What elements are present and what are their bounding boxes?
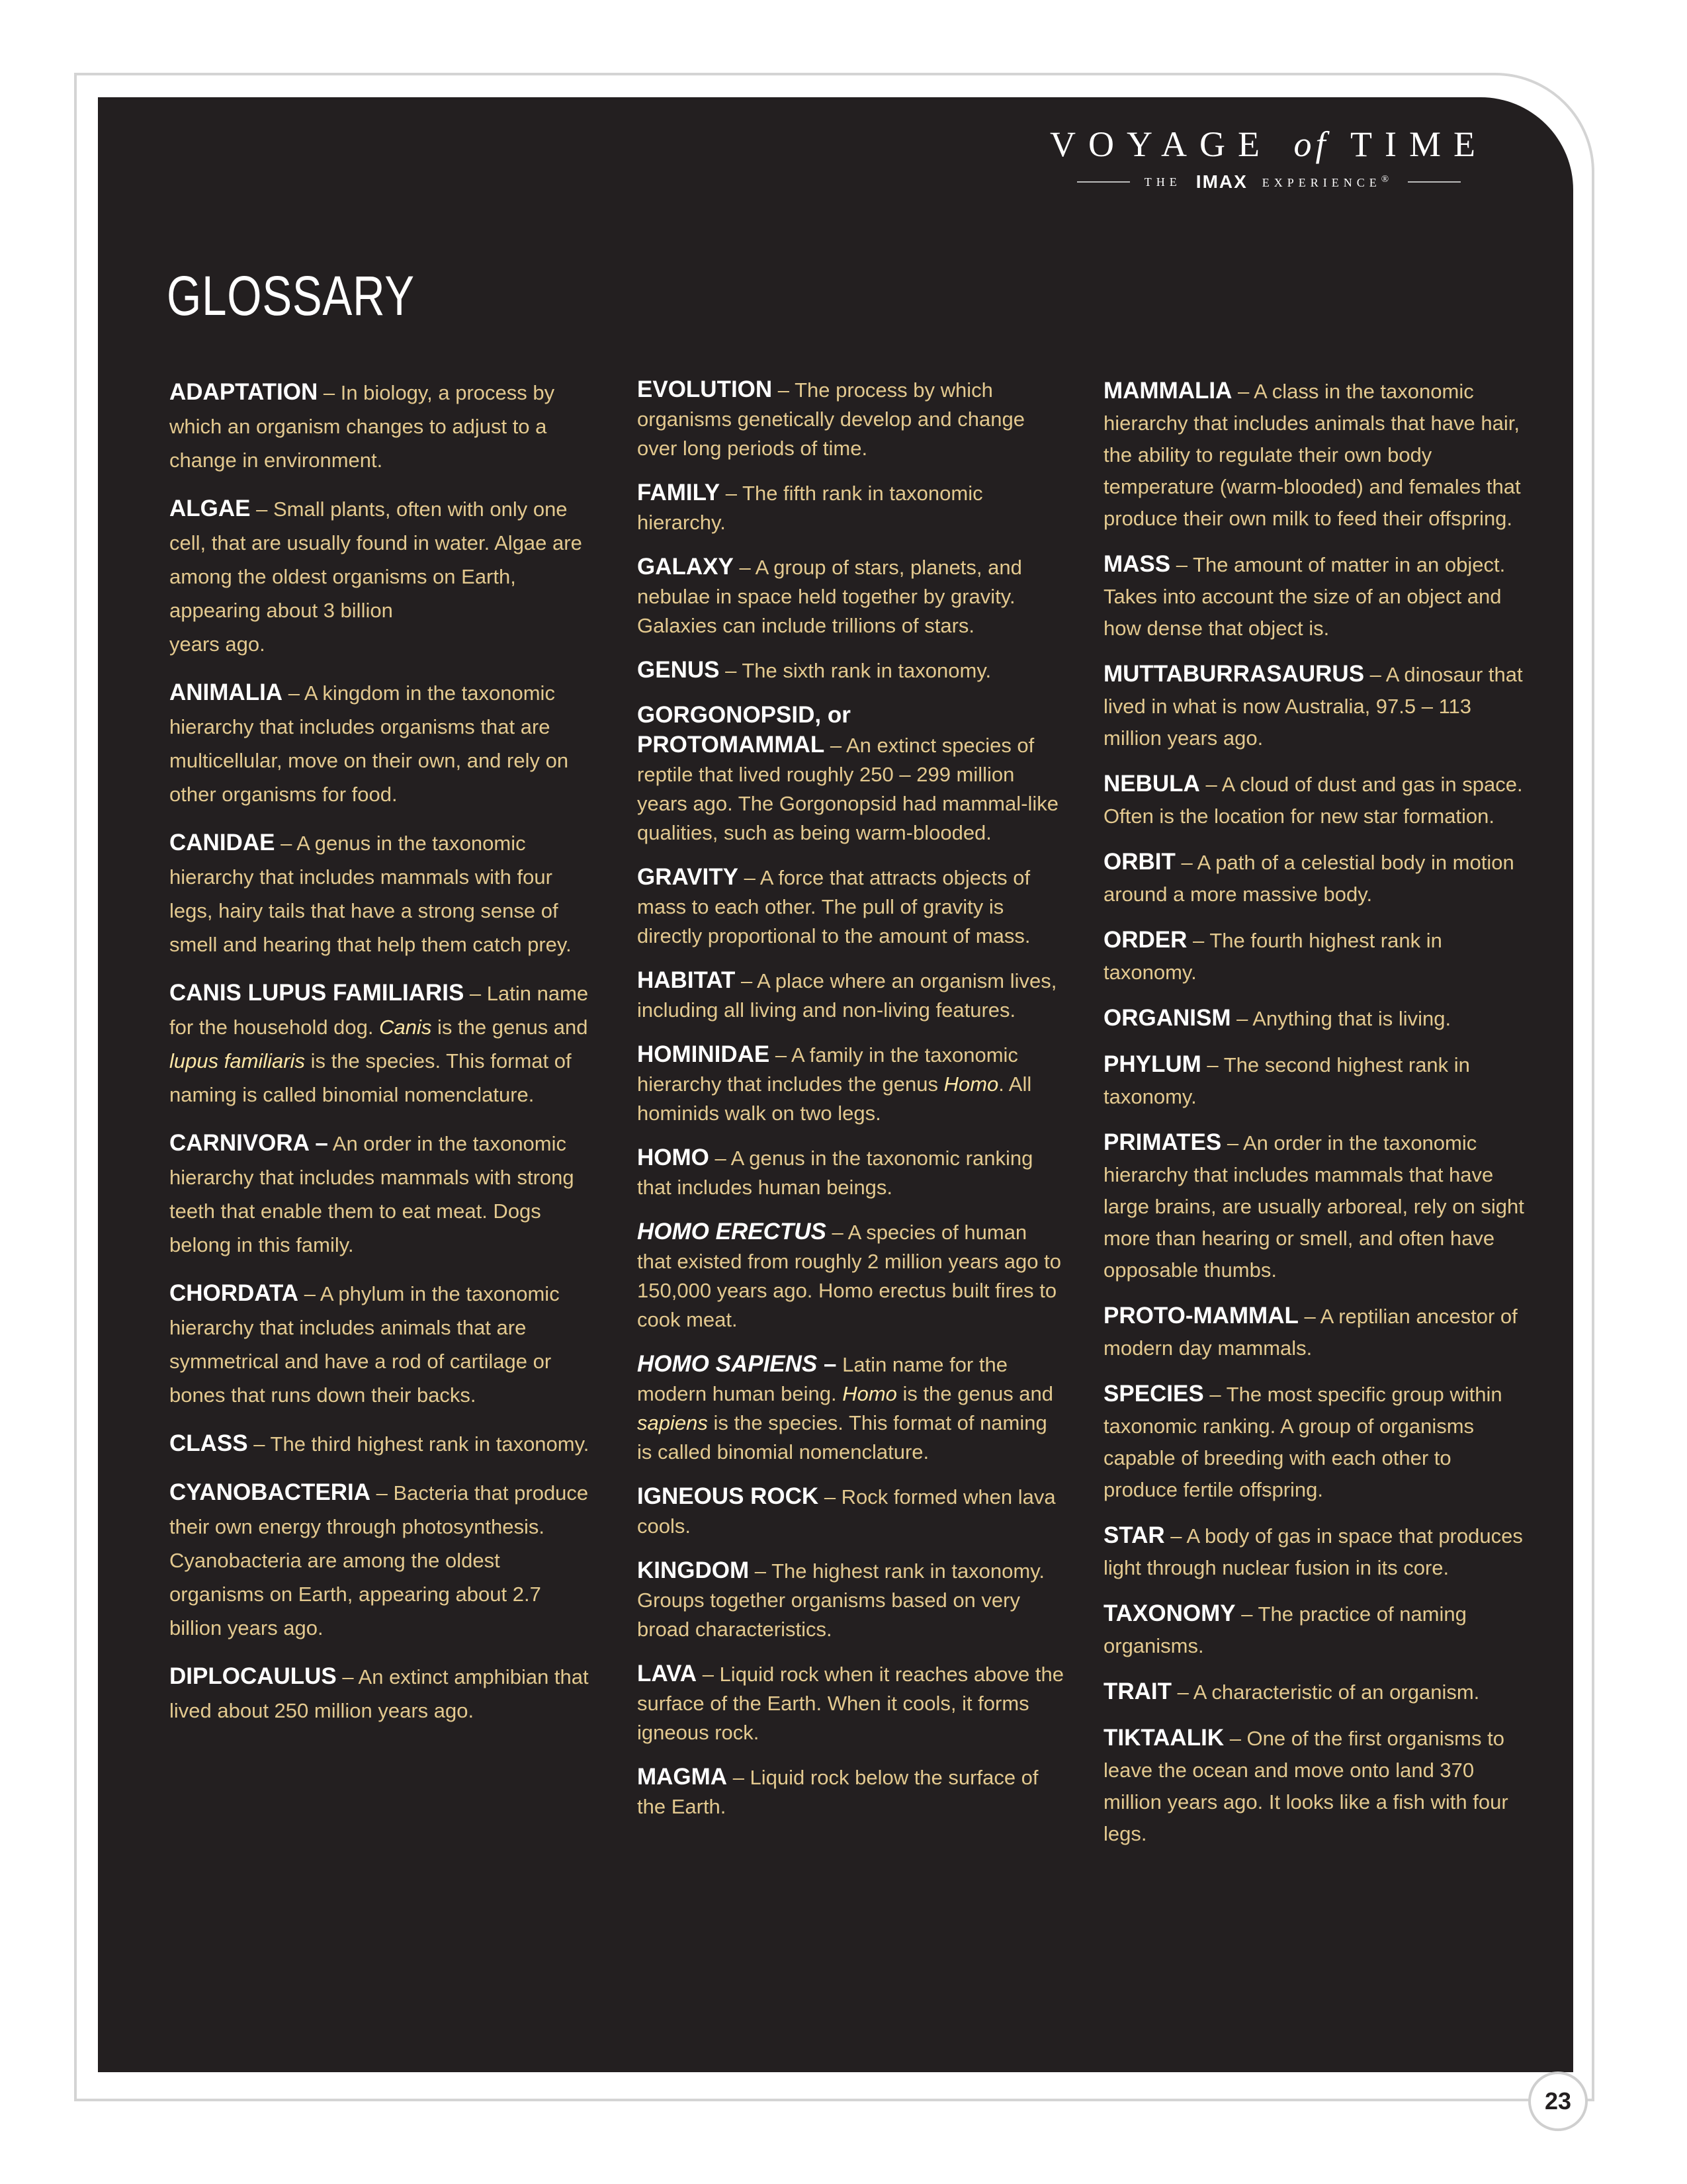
- definition: – The fourth highest rank in taxonomy.: [1103, 929, 1442, 984]
- definition-part: is the genus and: [896, 1382, 1054, 1405]
- definition: – The sixth rank in taxonomy.: [719, 659, 992, 682]
- term: ORGANISM: [1103, 1005, 1231, 1031]
- definition: – A class in the taxonomic hierarchy that includes animals that have hair, the ability to regulate their own body temperature (warm-blooded) and females that produce their own milk to feed their offspring.: [1103, 380, 1521, 530]
- logo-rule-left: [1077, 181, 1130, 183]
- definition: – An extinct amphibian that lived about 250 million years ago.: [169, 1665, 589, 1722]
- definition: – A cloud of dust and gas in space. Often is the location for new star formation.: [1103, 773, 1523, 828]
- term-alternate: PROTOMAMMAL: [637, 732, 825, 758]
- definition: – A path of a celestial body in motion around a more massive body.: [1103, 851, 1514, 906]
- glossary-entry-carnivora: [169, 1126, 593, 1262]
- definition-part: – Latin name for the household dog.: [169, 982, 589, 1039]
- definition: – Rock formed when lava cools.: [637, 1485, 1056, 1538]
- glossary-entry-cyanobacteria: [169, 1475, 593, 1645]
- glossary-entry-canidae: [169, 826, 593, 961]
- definition: – A kingdom in the taxonomic hierarchy that includes organisms that are multicellular, move on their own, and rely on other organisms for food.: [169, 681, 569, 806]
- glossary-entry-nebula: [1103, 768, 1527, 832]
- definition: – Anything that is living.: [1231, 1007, 1451, 1030]
- page-number: 23: [1544, 2087, 1572, 2115]
- definition: – A genus in the taxonomic hierarchy that includes mammals with four legs, hairy tails that have a strong sense of smell and hearing that help them catch prey.: [169, 832, 572, 956]
- glossary-entry-lava: [637, 1659, 1064, 1747]
- term: EVOLUTION: [637, 376, 773, 402]
- term: MAMMALIA: [1103, 378, 1233, 404]
- definition: – The most specific group within taxonomic ranking. A group of organisms capable of breeding with each other to produce fertile offspring.: [1103, 1383, 1502, 1501]
- term: KINGDOM: [637, 1557, 750, 1583]
- term: HOMINIDAE: [637, 1041, 770, 1067]
- definition: – A group of stars, planets, and nebulae in space held together by gravity. Galaxies can include trillions of stars.: [637, 556, 1022, 637]
- glossary-column-3: [1103, 375, 1527, 1864]
- term: MUTTABURRASAURUS: [1103, 661, 1365, 687]
- definition: – A genus in the taxonomic ranking that includes human beings.: [637, 1147, 1033, 1199]
- definition: – The second highest rank in taxonomy.: [1103, 1053, 1470, 1108]
- glossary-entry-species: [1103, 1378, 1527, 1506]
- glossary-panel: [98, 97, 1573, 2072]
- term: CANIDAE: [169, 830, 275, 855]
- term-dash: –: [308, 1130, 328, 1156]
- term: TAXONOMY: [1103, 1600, 1236, 1626]
- glossary-entry-canis-lupus-familiaris: [169, 976, 593, 1112]
- term: ANIMALIA: [169, 679, 283, 705]
- term: CLASS: [169, 1430, 248, 1456]
- definition: – A body of gas in space that produces light through nuclear fusion in its core.: [1103, 1524, 1523, 1579]
- italic-species: lupus familiaris: [169, 1049, 306, 1072]
- term: SPECIES: [1103, 1381, 1204, 1407]
- logo-word-of: of: [1293, 124, 1330, 164]
- glossary-entry-kingdom: [637, 1556, 1064, 1644]
- glossary-entry-star: [1103, 1520, 1527, 1584]
- definition-part: is the species. This format of naming is called binomial nomenclature.: [169, 1049, 572, 1106]
- glossary-entry-hominidae: [637, 1040, 1064, 1128]
- definition: – The practice of naming organisms.: [1103, 1602, 1467, 1657]
- definition: – A phylum in the taxonomic hierarchy that includes animals that are symmetrical and have a rod of cartilage or bones that runs down their backs.: [169, 1282, 560, 1407]
- definition: – The highest rank in taxonomy. Groups together organisms based on very broad characteristics.: [637, 1559, 1045, 1641]
- definition: – An order in the taxonomic hierarchy that includes mammals that have large brains, are usually arboreal, rely on sight more than hearing or smell, and often have opposable thumbs.: [1103, 1131, 1524, 1282]
- definition-part: is the species. This format of naming is called binomial nomenclature.: [637, 1411, 1047, 1463]
- term: GALAXY: [637, 554, 734, 580]
- term: STAR: [1103, 1522, 1165, 1548]
- logo-word-voyage: VOYAGE: [1049, 124, 1272, 164]
- page-title: GLOSSARY: [167, 265, 415, 327]
- logo-sub-experience: EXPERIENCE: [1262, 176, 1381, 189]
- registered-mark: ®: [1381, 174, 1394, 185]
- definition: – The third highest rank in taxonomy.: [247, 1432, 589, 1456]
- glossary-entry-igneous-rock: [637, 1482, 1064, 1541]
- term: ORBIT: [1103, 849, 1176, 875]
- definition: – Liquid rock below the surface of the Earth.: [637, 1766, 1039, 1818]
- definition: – An extinct species of reptile that lived roughly 250 – 299 million years ago. The Gorgonopsid had mammal-like qualities, such as being warm-blooded.: [637, 734, 1059, 844]
- definition: – The amount of matter in an object. Takes into account the size of an object and how dense that object is.: [1103, 553, 1506, 640]
- term: ALGAE: [169, 496, 251, 521]
- glossary-entry-algae: [169, 492, 593, 661]
- glossary-entry-proto-mammal: [1103, 1300, 1527, 1364]
- glossary-column-1: [169, 375, 593, 1742]
- logo-title: [1011, 124, 1527, 165]
- definition: – A reptilian ancestor of modern day mammals.: [1103, 1305, 1518, 1360]
- glossary-entry-chordata: [169, 1276, 593, 1412]
- term: MASS: [1103, 551, 1171, 577]
- term: PRIMATES: [1103, 1129, 1222, 1155]
- glossary-entry-orbit: [1103, 846, 1527, 910]
- glossary-entry-family: [637, 478, 1064, 537]
- glossary-entry-gravity: [637, 863, 1064, 951]
- page-number-tab: [1528, 2072, 1588, 2131]
- glossary-entry-gorgonopsid: [637, 701, 1064, 848]
- logo-rule-right: [1408, 181, 1461, 183]
- term: CYANOBACTERIA: [169, 1479, 371, 1505]
- glossary-entry-organism: [1103, 1002, 1527, 1035]
- definition: – A place where an organism lives, including all living and non-living features.: [637, 969, 1057, 1022]
- term: FAMILY: [637, 480, 720, 505]
- definition: – A species of human that existed from roughly 2 million years ago to 150,000 years ago. Homo erectus built fires to cook meat.: [637, 1221, 1061, 1331]
- glossary-entry-trait: [1103, 1676, 1527, 1708]
- italic-species: sapiens: [637, 1411, 708, 1434]
- term: CHORDATA: [169, 1280, 299, 1306]
- imax-logo: IMAX: [1195, 171, 1248, 192]
- definition: – A force that attracts objects of mass to each other. The pull of gravity is directly proportional to the amount of mass.: [637, 866, 1031, 947]
- definition: – One of the first organisms to leave the ocean and move onto land 370 million years ago. It looks like a fish with four legs.: [1103, 1727, 1508, 1845]
- definition-part: . All hominids walk on two legs.: [637, 1072, 1032, 1125]
- italic-genus: Homo: [943, 1072, 999, 1096]
- glossary-entry-phylum: [1103, 1049, 1527, 1113]
- term: HABITAT: [637, 967, 736, 993]
- term: MAGMA: [637, 1764, 728, 1790]
- term: PHYLUM: [1103, 1051, 1201, 1077]
- glossary-entry-homo: [637, 1143, 1064, 1202]
- definition-part: is the genus and: [431, 1016, 588, 1039]
- definition-part: Latin name for the modern human being.: [637, 1353, 1008, 1405]
- term: GORGONOPSID,: [637, 702, 822, 728]
- term: HOMO SAPIENS: [637, 1351, 818, 1377]
- definition: – Liquid rock when it reaches above the surface of the Earth. When it cools, it forms igneous rock.: [637, 1663, 1064, 1744]
- term-dash: –: [817, 1351, 837, 1377]
- definition: – Small plants, often with only one cell, that are usually found in water. Algae are among the oldest organisms on Earth, appearing about 3 billion: [169, 498, 582, 622]
- definition: – A characteristic of an organism.: [1172, 1681, 1480, 1704]
- term: LAVA: [637, 1661, 697, 1686]
- definition-continued: years ago.: [169, 633, 265, 656]
- voyage-of-time-logo: [1011, 124, 1527, 193]
- glossary-entry-class: [169, 1426, 593, 1461]
- definition: – The fifth rank in taxonomic hierarchy.: [637, 482, 983, 534]
- term: TIKTAALIK: [1103, 1725, 1225, 1751]
- glossary-entry-evolution: [637, 375, 1064, 463]
- glossary-entry-mass: [1103, 548, 1527, 644]
- term: HOMO: [637, 1145, 709, 1170]
- term: PROTO-MAMMAL: [1103, 1303, 1299, 1329]
- glossary-entry-adaptation: [169, 375, 593, 477]
- glossary-entry-habitat: [637, 966, 1064, 1025]
- glossary-entry-homo-erectus: [637, 1217, 1064, 1334]
- italic-genus: Canis: [379, 1016, 432, 1039]
- logo-word-time: TIME: [1350, 124, 1488, 164]
- glossary-entry-mammalia: [1103, 375, 1527, 535]
- glossary-entry-muttaburrasaurus: [1103, 658, 1527, 754]
- term: CARNIVORA: [169, 1130, 309, 1156]
- glossary-entry-genus: [637, 656, 1064, 685]
- definition: – Bacteria that produce their own energy through photosynthesis. Cyanobacteria are among the oldest organisms on Earth, appearing about 2.7 billion years ago.: [169, 1481, 589, 1639]
- glossary-entry-order: [1103, 924, 1527, 988]
- logo-sub-the: THE: [1144, 175, 1182, 189]
- term: ORDER: [1103, 927, 1188, 953]
- glossary-entry-magma: [637, 1763, 1064, 1821]
- glossary-entry-animalia: [169, 676, 593, 811]
- logo-subtitle: [1011, 171, 1527, 193]
- glossary-entry-tiktaalik: [1103, 1722, 1527, 1850]
- glossary-entry-galaxy: [637, 552, 1064, 640]
- term: GENUS: [637, 657, 720, 683]
- term: DIPLOCAULUS: [169, 1663, 337, 1689]
- glossary-column-2: [637, 375, 1064, 1837]
- italic-genus: Homo: [842, 1382, 897, 1405]
- term: IGNEOUS ROCK: [637, 1483, 819, 1509]
- term: HOMO ERECTUS: [637, 1219, 826, 1245]
- glossary-entry-primates: [1103, 1127, 1527, 1286]
- definition: An order in the taxonomic hierarchy that includes mammals with strong teeth that enable them to eat meat. Dogs belong in this family.: [169, 1132, 574, 1256]
- term: GRAVITY: [637, 864, 738, 890]
- term-or: or: [821, 702, 851, 728]
- definition-part: – A family in the taxonomic hierarchy that includes the genus: [637, 1043, 1018, 1096]
- term: ADAPTATION: [169, 379, 318, 405]
- definition: – A dinosaur that lived in what is now Australia, 97.5 – 113 million years ago.: [1103, 663, 1523, 750]
- term: CANIS LUPUS FAMILIARIS: [169, 980, 464, 1006]
- term: TRAIT: [1103, 1679, 1172, 1704]
- glossary-entry-taxonomy: [1103, 1598, 1527, 1662]
- glossary-entry-diplocaulus: [169, 1659, 593, 1727]
- glossary-entry-homo-sapiens: [637, 1350, 1064, 1467]
- definition: – In biology, a process by which an organism changes to adjust to a change in environment.: [169, 381, 555, 472]
- definition: – The process by which organisms genetically develop and change over long periods of time.: [637, 378, 1025, 460]
- term: NEBULA: [1103, 771, 1200, 797]
